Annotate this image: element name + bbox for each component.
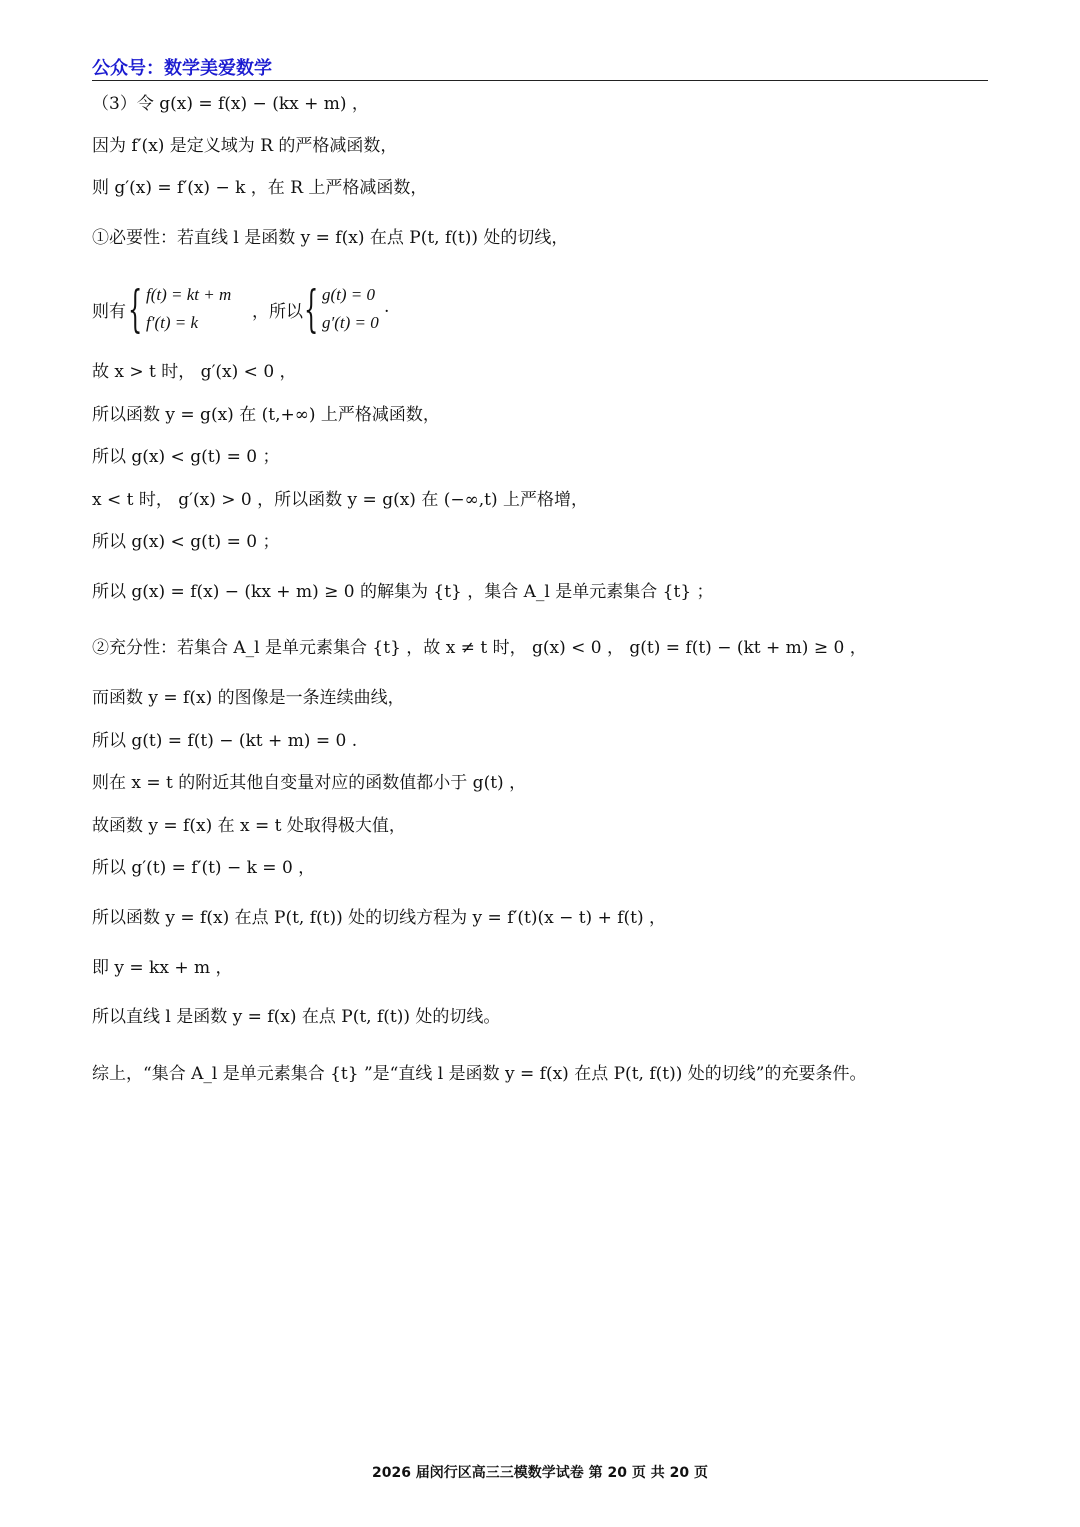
text-line: ②充分性：若集合 A_l 是单元素集合 {t} ，故 x ≠ t 时， g(x) < 0 ， g(t) = f(t) − (kt + m) ≥ 0 ， [92, 638, 867, 658]
text-line: x < t 时， g′(x) > 0 ，所以函数 y = g(x) 在 (−∞,t) 上严格增， [92, 490, 589, 510]
text-line: 即 y = kx + m ， [92, 958, 233, 978]
text-line: 则 g′(x) = f′(x) − k ，在 R 上严格减函数， [92, 178, 428, 198]
text-line: 所以直线 l 是函数 y = f(x) 在点 P(t, f(t)) 处的切线。 [92, 1007, 501, 1027]
text-line: 所以 g′(t) = f′(t) − k = 0 ， [92, 858, 316, 878]
header-divider [92, 80, 988, 81]
system-prefix: 则有 [92, 302, 126, 322]
page-footer: 2026 届闵行区高三三模数学试卷 第 20 页 共 20 页 [371, 1465, 709, 1481]
text-line: （3）令 g(x) = f(x) − (kx + m) ， [92, 94, 369, 114]
text-line: 所以 g(x) < g(t) = 0 ； [92, 532, 280, 552]
text-line: ①必要性：若直线 l 是函数 y = f(x) 在点 P(t, f(t)) 处的切线， [92, 228, 569, 248]
text-line: 所以函数 y = g(x) 在 (t,+∞) 上严格减函数， [92, 405, 440, 425]
text-line: 所以 g(t) = f(t) − (kt + m) = 0 . [92, 731, 358, 751]
text-line: 所以函数 y = f(x) 在点 P(t, f(t)) 处的切线方程为 y = f′(t)(x − t) + f(t) ， [92, 908, 667, 928]
text-line: 则在 x = t 的附近其他自变量对应的函数值都小于 g(t) ， [92, 773, 527, 793]
text-line: 因为 f′(x) 是定义域为 R 的严格减函数， [92, 136, 398, 156]
system-eq1-row2: f′(t) = k [146, 313, 199, 332]
left-brace: { [304, 280, 319, 338]
system-eq1-row1: f(t) = kt + m [146, 285, 232, 304]
text-line: 所以 g(x) < g(t) = 0 ； [92, 447, 280, 467]
text-line: 故 x > t 时， g′(x) < 0 ， [92, 362, 297, 382]
system-eq2-row2: g′(t) = 0 [322, 313, 379, 332]
text-line: 综上，“集合 A_l 是单元素集合 {t} ”是“直线 l 是函数 y = f(x) 在点 P(t, f(t)) 处的切线”的充要条件。 [92, 1064, 867, 1084]
system-middle: ，所以 [252, 302, 303, 322]
text-line: 所以 g(x) = f(x) − (kx + m) ≥ 0 的解集为 {t} ，集合 A_l 是单元素集合 {t} ； [92, 582, 714, 602]
page-header-title: 公众号：数学美爱数学 [92, 58, 272, 79]
text-line: 而函数 y = f(x) 的图像是一条连续曲线， [92, 688, 405, 708]
left-brace: { [128, 280, 143, 338]
text-line: 故函数 y = f(x) 在 x = t 处取得极大值， [92, 816, 406, 836]
system-suffix: . [384, 297, 390, 317]
system-eq2-row1: g(t) = 0 [322, 285, 376, 304]
